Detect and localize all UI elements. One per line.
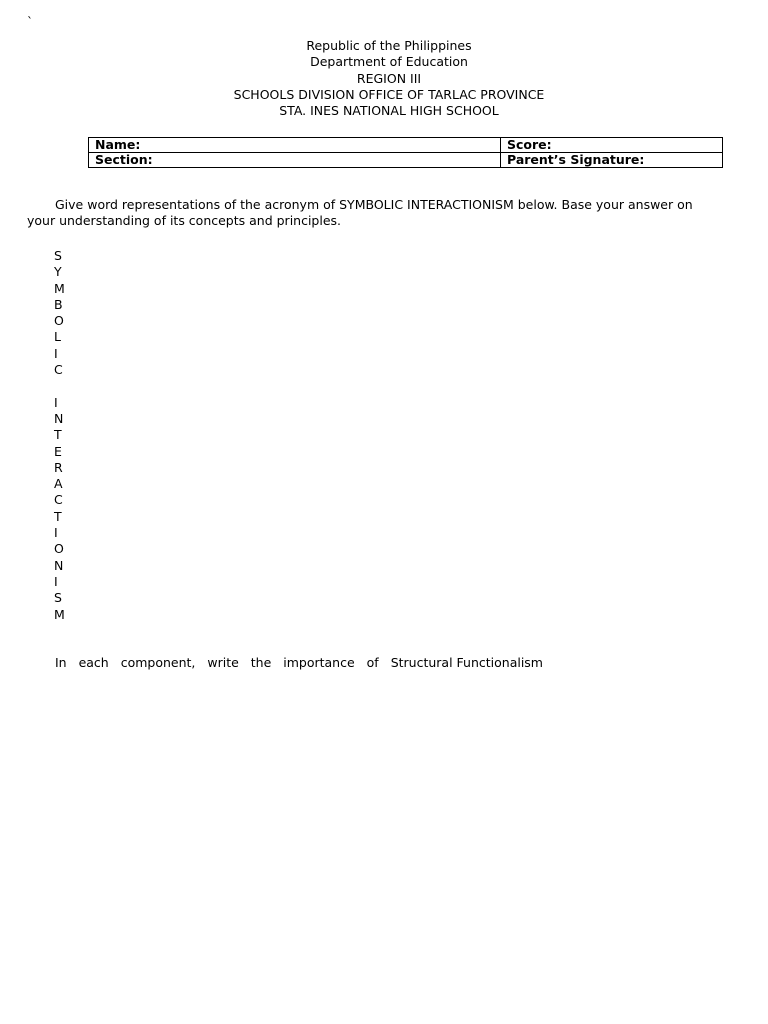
acronym-letter: A [54, 476, 63, 492]
acronym-letter: L [54, 329, 61, 345]
header-division-office: SCHOOLS DIVISION OFFICE OF TARLAC PROVINCE [233, 86, 545, 102]
acronym-letter: B [54, 296, 63, 312]
acronym-letter-list [54, 248, 65, 623]
section-field[interactable]: Section: [89, 153, 501, 168]
acronym-letter: O [54, 313, 64, 329]
acronym-letter: I [54, 394, 58, 410]
document-header [0, 38, 768, 119]
stray-mark: ` [27, 15, 33, 29]
acronym-letter: N [54, 557, 64, 573]
acronym-letter: Y [54, 264, 62, 280]
acronym-letter: M [54, 606, 65, 622]
acronym-letter: T [54, 427, 62, 443]
acronym-letter: I [54, 525, 58, 541]
acronym-letter: I [54, 345, 58, 361]
acronym-letter: C [54, 492, 63, 508]
info-row-section-signature [89, 153, 723, 168]
component-instruction-tail: Structural Functionalism [390, 655, 543, 670]
component-instruction-lead: In each component, write the importance of [55, 655, 379, 670]
acronym-letter: M [54, 280, 65, 296]
acronym-letter: C [54, 362, 63, 378]
name-field[interactable]: Name: [89, 138, 501, 153]
instructions-paragraph: Give word representations of the acronym of SYMBOLIC INTERACTIONISM below. Base your answer on your understanding of its concepts and principles. [27, 196, 693, 228]
acronym-letter: N [54, 410, 64, 426]
acronym-letter: R [54, 459, 63, 475]
parent-signature-field[interactable]: Parent’s Signature: [501, 153, 723, 168]
info-row-name-score [89, 138, 723, 153]
header-school-name: STA. INES NATIONAL HIGH SCHOOL [279, 103, 499, 119]
acronym-letter: E [54, 443, 62, 459]
acronym-letter: I [54, 573, 58, 589]
student-info-table [88, 137, 723, 168]
acronym-letter: S [54, 248, 62, 263]
score-field[interactable]: Score: [501, 138, 723, 153]
acronym-letter: T [54, 508, 62, 524]
acronym-letter: S [54, 590, 62, 606]
component-instruction [55, 655, 543, 671]
acronym-letter: O [54, 541, 64, 557]
header-country: Republic of the Philippines [306, 38, 472, 53]
header-region: REGION III [356, 70, 422, 86]
header-department: Department of Education [310, 54, 468, 70]
acronym-gap [54, 378, 65, 394]
